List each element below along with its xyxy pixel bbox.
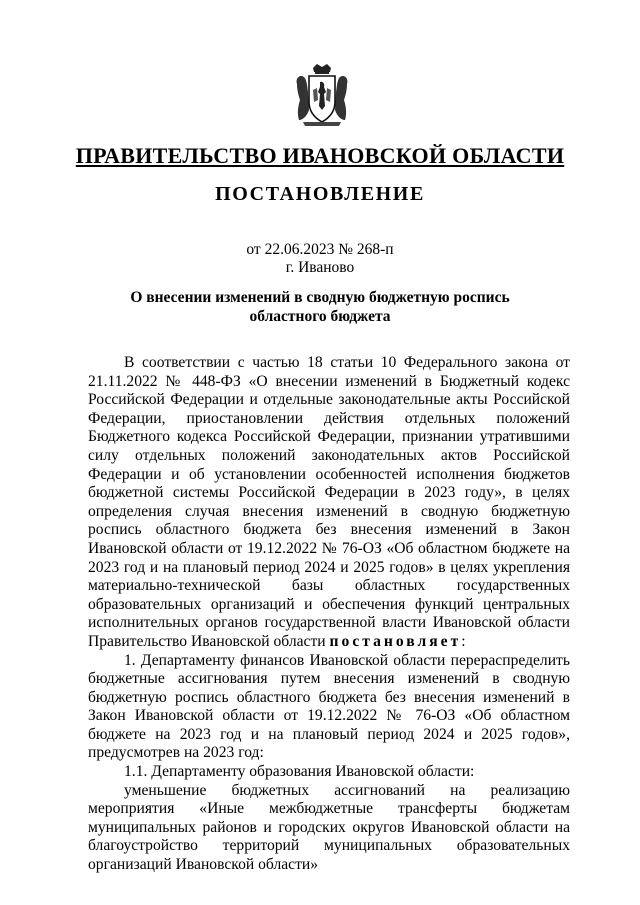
decree-colon: : <box>461 632 466 650</box>
date-and-number: от 22.06.2023 № 268-п <box>246 241 394 258</box>
document-type: ПОСТАНОВЛЕНИЕ <box>215 183 425 205</box>
decree-word: постановляет <box>329 632 462 650</box>
coat-of-arms-icon <box>293 62 351 128</box>
item-1-1-paragraph: уменьшение бюджетных ассигнований на реализацию мероприятия «Иные межбюджетные трансферты бюджетам муниципальных районов и городских округов Ивановской области на благоустройство территорий муниципальных образовательных организаций Ивановской области» <box>88 781 570 874</box>
organization-name: ПРАВИТЕЛЬСТВО ИВАНОВСКОЙ ОБЛАСТИ <box>75 143 565 168</box>
item-1-paragraph: 1. Департаменту финансов Ивановской области перераспределить бюджетные ассигнования путем внесения изменений в сводную бюджетную роспись областного бюджета без внесения изменений в Закон Ивановской области от 19.12.2022 № 76-ОЗ «Об областном бюджете на 2023 год и на плановый период 2024 и 2025 годов», предусмотрев на 2023 год: <box>88 651 570 762</box>
title-line-2: областного бюджета <box>249 307 391 325</box>
document-title <box>0 289 640 326</box>
item-1-1-heading: 1.1. Департаменту образования Ивановской области: <box>124 763 475 781</box>
title-line-1: О внесении изменений в сводную бюджетную роспись <box>130 289 510 306</box>
preamble-paragraph <box>88 354 570 652</box>
city: г. Иваново <box>285 259 355 276</box>
document-body <box>88 354 570 875</box>
preamble-text: В соответствии с частью 18 статьи 10 Федерального закона от 21.11.2022 № 448-ФЗ «О внесении изменений в Бюджетный кодекс Российской Федерации и отдельные законодательные акты Российской Федерации, приостановлении действия отдельных положений Бюджетного кодекса Российской Федерации, признании утратившими силу отдельных положений законодательных актов Российской Федерации и об установлении особенностей исполнения бюджетов бюджетной системы Российской Федерации в 2023 году», в целях определения случая внесения изменений в сводную бюджетную роспись областного бюджета без внесения изменений в Закон Ивановской области от 19.12.2022 № 76-ОЗ «Об областном бюджете на 2023 год и на плановый период 2024 и 2025 годов» в целях укрепления материально-технической базы областных государственных образовательных организаций и обеспечения функций центральных исполнительных органов государственной власти Ивановской области Правительство Ивановской области <box>88 354 570 650</box>
